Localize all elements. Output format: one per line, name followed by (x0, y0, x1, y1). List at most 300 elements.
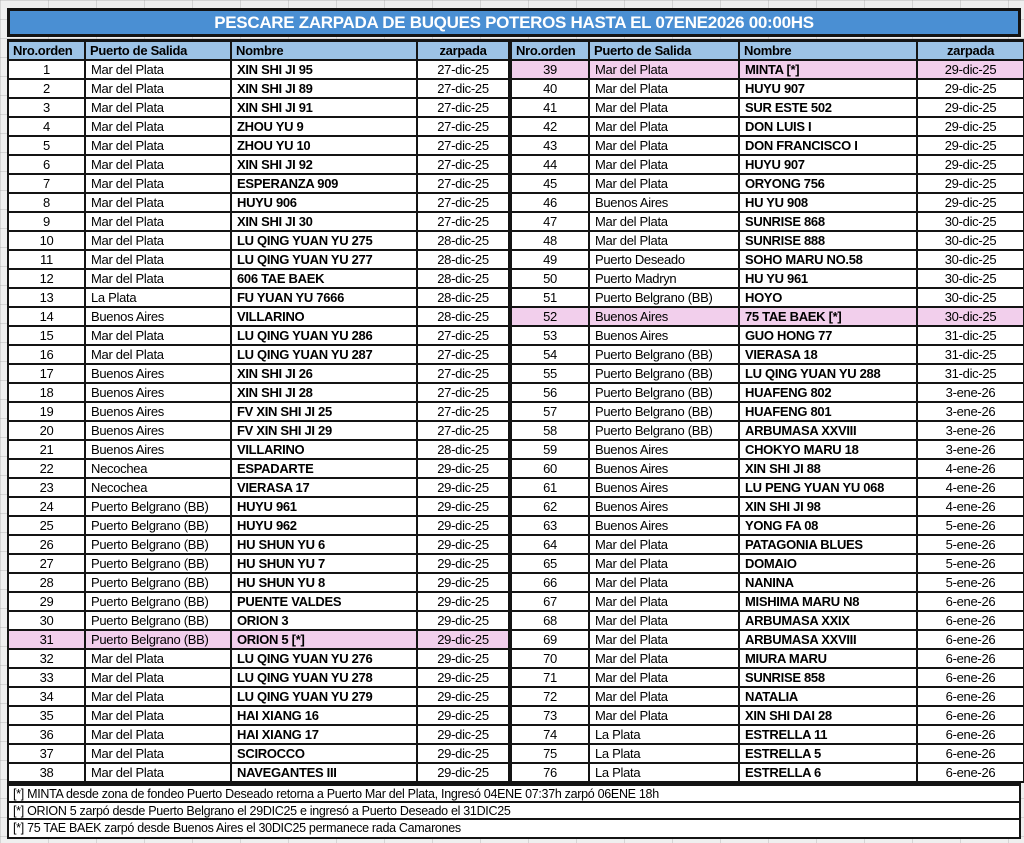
cell-nombre[interactable]: ORION 5 [*] (231, 630, 417, 649)
cell-zarpada[interactable]: 5-ene-26 (917, 554, 1024, 573)
cell-nro-orden[interactable]: 44 (511, 155, 589, 174)
cell-puerto-de-salida[interactable]: Buenos Aires (85, 364, 231, 383)
cell-nombre[interactable]: ZHOU YU 10 (231, 136, 417, 155)
cell-nombre[interactable]: XIN SHI JI 30 (231, 212, 417, 231)
cell-nombre[interactable]: YONG FA 08 (739, 516, 917, 535)
cell-zarpada[interactable]: 27-dic-25 (417, 193, 509, 212)
cell-nombre[interactable]: DON FRANCISCO I (739, 136, 917, 155)
cell-nombre[interactable]: LU QING YUAN YU 287 (231, 345, 417, 364)
cell-puerto-de-salida[interactable]: Puerto Belgrano (BB) (589, 421, 739, 440)
cell-nombre[interactable]: VIERASA 17 (231, 478, 417, 497)
cell-zarpada[interactable]: 3-ene-26 (917, 402, 1024, 421)
cell-puerto-de-salida[interactable]: Buenos Aires (85, 307, 231, 326)
cell-nombre[interactable]: HU YU 908 (739, 193, 917, 212)
cell-nombre[interactable]: HOYO (739, 288, 917, 307)
cell-zarpada[interactable]: 29-dic-25 (417, 744, 509, 763)
cell-nombre[interactable]: MISHIMA MARU N8 (739, 592, 917, 611)
cell-nro-orden[interactable]: 60 (511, 459, 589, 478)
cell-nombre[interactable]: XIN SHI JI 95 (231, 60, 417, 79)
cell-nro-orden[interactable]: 63 (511, 516, 589, 535)
cell-nombre[interactable]: FU YUAN YU 7666 (231, 288, 417, 307)
cell-puerto-de-salida[interactable]: Mar del Plata (85, 725, 231, 744)
cell-nro-orden[interactable]: 48 (511, 231, 589, 250)
cell-zarpada[interactable]: 27-dic-25 (417, 364, 509, 383)
cell-nombre[interactable]: ARBUMASA XXIX (739, 611, 917, 630)
cell-zarpada[interactable]: 29-dic-25 (417, 592, 509, 611)
cell-nro-orden[interactable]: 31 (8, 630, 85, 649)
cell-nro-orden[interactable]: 74 (511, 725, 589, 744)
cell-nro-orden[interactable]: 57 (511, 402, 589, 421)
cell-nro-orden[interactable]: 11 (8, 250, 85, 269)
cell-nro-orden[interactable]: 64 (511, 535, 589, 554)
cell-puerto-de-salida[interactable]: Buenos Aires (85, 421, 231, 440)
cell-nro-orden[interactable]: 75 (511, 744, 589, 763)
cell-nro-orden[interactable]: 8 (8, 193, 85, 212)
cell-nro-orden[interactable]: 73 (511, 706, 589, 725)
cell-puerto-de-salida[interactable]: Mar del Plata (589, 117, 739, 136)
column-header-zarpada[interactable]: zarpada (917, 41, 1024, 60)
cell-puerto-de-salida[interactable]: Mar del Plata (85, 155, 231, 174)
cell-puerto-de-salida[interactable]: Puerto Belgrano (BB) (85, 535, 231, 554)
cell-zarpada[interactable]: 29-dic-25 (917, 136, 1024, 155)
cell-puerto-de-salida[interactable]: Mar del Plata (589, 155, 739, 174)
cell-puerto-de-salida[interactable]: Mar del Plata (589, 174, 739, 193)
cell-puerto-de-salida[interactable]: Puerto Belgrano (BB) (85, 516, 231, 535)
cell-puerto-de-salida[interactable]: Mar del Plata (85, 326, 231, 345)
cell-nombre[interactable]: XIN SHI JI 92 (231, 155, 417, 174)
cell-puerto-de-salida[interactable]: Buenos Aires (85, 440, 231, 459)
cell-zarpada[interactable]: 27-dic-25 (417, 212, 509, 231)
cell-puerto-de-salida[interactable]: La Plata (589, 744, 739, 763)
cell-puerto-de-salida[interactable]: Puerto Belgrano (BB) (589, 288, 739, 307)
cell-nombre[interactable]: HAI XIANG 16 (231, 706, 417, 725)
footnote-orion-5[interactable]: [*] ORION 5 zarpó desde Puerto Belgrano el 29DIC25 e ingresó a Puerto Deseado el 31DIC25 (9, 803, 1019, 820)
cell-puerto-de-salida[interactable]: Buenos Aires (589, 193, 739, 212)
cell-zarpada[interactable]: 27-dic-25 (417, 98, 509, 117)
cell-nro-orden[interactable]: 14 (8, 307, 85, 326)
cell-nombre[interactable]: CHOKYO MARU 18 (739, 440, 917, 459)
cell-nombre[interactable]: LU QING YUAN YU 288 (739, 364, 917, 383)
cell-zarpada[interactable]: 29-dic-25 (917, 193, 1024, 212)
cell-nro-orden[interactable]: 42 (511, 117, 589, 136)
cell-nombre[interactable]: SUNRISE 868 (739, 212, 917, 231)
cell-zarpada[interactable]: 29-dic-25 (417, 725, 509, 744)
cell-zarpada[interactable]: 6-ene-26 (917, 687, 1024, 706)
cell-nro-orden[interactable]: 23 (8, 478, 85, 497)
cell-nombre[interactable]: LU QING YUAN YU 286 (231, 326, 417, 345)
cell-puerto-de-salida[interactable]: Mar del Plata (589, 60, 739, 79)
cell-puerto-de-salida[interactable]: Puerto Belgrano (BB) (85, 630, 231, 649)
cell-zarpada[interactable]: 31-dic-25 (917, 345, 1024, 364)
cell-nro-orden[interactable]: 67 (511, 592, 589, 611)
cell-zarpada[interactable]: 29-dic-25 (917, 79, 1024, 98)
cell-nombre[interactable]: GUO HONG 77 (739, 326, 917, 345)
cell-nombre[interactable]: ARBUMASA XXVIII (739, 630, 917, 649)
column-header-nombre[interactable]: Nombre (231, 41, 417, 60)
cell-nro-orden[interactable]: 66 (511, 573, 589, 592)
cell-nro-orden[interactable]: 29 (8, 592, 85, 611)
cell-puerto-de-salida[interactable]: Puerto Belgrano (BB) (85, 592, 231, 611)
cell-puerto-de-salida[interactable]: Puerto Belgrano (BB) (85, 611, 231, 630)
cell-nro-orden[interactable]: 41 (511, 98, 589, 117)
cell-nombre[interactable]: ESTRELLA 11 (739, 725, 917, 744)
cell-puerto-de-salida[interactable]: Mar del Plata (85, 174, 231, 193)
cell-puerto-de-salida[interactable]: Mar del Plata (589, 687, 739, 706)
cell-nro-orden[interactable]: 58 (511, 421, 589, 440)
cell-nro-orden[interactable]: 72 (511, 687, 589, 706)
cell-zarpada[interactable]: 29-dic-25 (417, 630, 509, 649)
cell-nombre[interactable]: HAI XIANG 17 (231, 725, 417, 744)
cell-nombre[interactable]: ARBUMASA XXVIII (739, 421, 917, 440)
cell-nro-orden[interactable]: 28 (8, 573, 85, 592)
cell-nombre[interactable]: ESPADARTE (231, 459, 417, 478)
cell-nombre[interactable]: HUAFENG 802 (739, 383, 917, 402)
cell-zarpada[interactable]: 30-dic-25 (917, 288, 1024, 307)
cell-zarpada[interactable]: 28-dic-25 (417, 269, 509, 288)
cell-zarpada[interactable]: 6-ene-26 (917, 611, 1024, 630)
cell-puerto-de-salida[interactable]: Necochea (85, 459, 231, 478)
cell-zarpada[interactable]: 3-ene-26 (917, 383, 1024, 402)
cell-puerto-de-salida[interactable]: La Plata (589, 725, 739, 744)
cell-puerto-de-salida[interactable]: Puerto Belgrano (BB) (589, 402, 739, 421)
cell-nro-orden[interactable]: 62 (511, 497, 589, 516)
cell-puerto-de-salida[interactable]: Mar del Plata (85, 763, 231, 782)
cell-nro-orden[interactable]: 59 (511, 440, 589, 459)
cell-nro-orden[interactable]: 76 (511, 763, 589, 782)
cell-zarpada[interactable]: 6-ene-26 (917, 668, 1024, 687)
cell-puerto-de-salida[interactable]: Buenos Aires (589, 307, 739, 326)
cell-zarpada[interactable]: 29-dic-25 (417, 668, 509, 687)
cell-nro-orden[interactable]: 56 (511, 383, 589, 402)
cell-zarpada[interactable]: 6-ene-26 (917, 706, 1024, 725)
cell-nro-orden[interactable]: 27 (8, 554, 85, 573)
cell-nro-orden[interactable]: 9 (8, 212, 85, 231)
cell-zarpada[interactable]: 29-dic-25 (417, 763, 509, 782)
cell-nro-orden[interactable]: 52 (511, 307, 589, 326)
column-header-nro-orden[interactable]: Nro.orden (8, 41, 85, 60)
cell-nro-orden[interactable]: 34 (8, 687, 85, 706)
cell-nro-orden[interactable]: 70 (511, 649, 589, 668)
cell-zarpada[interactable]: 4-ene-26 (917, 478, 1024, 497)
cell-puerto-de-salida[interactable]: Mar del Plata (85, 250, 231, 269)
cell-nro-orden[interactable]: 26 (8, 535, 85, 554)
cell-puerto-de-salida[interactable]: Mar del Plata (589, 630, 739, 649)
cell-puerto-de-salida[interactable]: Mar del Plata (85, 269, 231, 288)
cell-nro-orden[interactable]: 15 (8, 326, 85, 345)
cell-zarpada[interactable]: 27-dic-25 (417, 155, 509, 174)
cell-nro-orden[interactable]: 4 (8, 117, 85, 136)
cell-puerto-de-salida[interactable]: Puerto Belgrano (BB) (85, 573, 231, 592)
column-header-puerto-de-salida[interactable]: Puerto de Salida (589, 41, 739, 60)
cell-nombre[interactable]: ESTRELLA 5 (739, 744, 917, 763)
cell-nombre[interactable]: HUAFENG 801 (739, 402, 917, 421)
cell-nombre[interactable]: SUNRISE 858 (739, 668, 917, 687)
cell-nombre[interactable]: HU SHUN YU 7 (231, 554, 417, 573)
cell-puerto-de-salida[interactable]: Mar del Plata (85, 98, 231, 117)
cell-nombre[interactable]: HUYU 962 (231, 516, 417, 535)
cell-nro-orden[interactable]: 37 (8, 744, 85, 763)
cell-nro-orden[interactable]: 35 (8, 706, 85, 725)
cell-zarpada[interactable]: 27-dic-25 (417, 136, 509, 155)
cell-nombre[interactable]: XIN SHI JI 26 (231, 364, 417, 383)
cell-zarpada[interactable]: 6-ene-26 (917, 649, 1024, 668)
cell-nro-orden[interactable]: 20 (8, 421, 85, 440)
cell-nombre[interactable]: VILLARINO (231, 440, 417, 459)
cell-nombre[interactable]: SOHO MARU NO.58 (739, 250, 917, 269)
cell-zarpada[interactable]: 27-dic-25 (417, 326, 509, 345)
cell-nro-orden[interactable]: 50 (511, 269, 589, 288)
cell-puerto-de-salida[interactable]: Puerto Belgrano (BB) (85, 554, 231, 573)
cell-puerto-de-salida[interactable]: Mar del Plata (85, 79, 231, 98)
cell-zarpada[interactable]: 27-dic-25 (417, 383, 509, 402)
cell-nro-orden[interactable]: 7 (8, 174, 85, 193)
cell-nombre[interactable]: HU SHUN YU 8 (231, 573, 417, 592)
cell-nombre[interactable]: VILLARINO (231, 307, 417, 326)
cell-nro-orden[interactable]: 12 (8, 269, 85, 288)
cell-nombre[interactable]: XIN SHI DAI 28 (739, 706, 917, 725)
cell-zarpada[interactable]: 27-dic-25 (417, 60, 509, 79)
cell-puerto-de-salida[interactable]: Puerto Belgrano (BB) (589, 383, 739, 402)
cell-zarpada[interactable]: 6-ene-26 (917, 725, 1024, 744)
cell-nro-orden[interactable]: 49 (511, 250, 589, 269)
cell-nombre[interactable]: MINTA [*] (739, 60, 917, 79)
cell-puerto-de-salida[interactable]: Mar del Plata (589, 98, 739, 117)
cell-zarpada[interactable]: 3-ene-26 (917, 421, 1024, 440)
cell-puerto-de-salida[interactable]: Mar del Plata (589, 649, 739, 668)
footnote-minta[interactable]: [*] MINTA desde zona de fondeo Puerto Deseado retorna a Puerto Mar del Plata, Ingresó 04ENE 07:37h zarpó 06ENE 18h (9, 786, 1019, 803)
cell-puerto-de-salida[interactable]: La Plata (85, 288, 231, 307)
column-header-zarpada[interactable]: zarpada (417, 41, 509, 60)
cell-nro-orden[interactable]: 18 (8, 383, 85, 402)
column-header-nombre[interactable]: Nombre (739, 41, 917, 60)
column-header-puerto-de-salida[interactable]: Puerto de Salida (85, 41, 231, 60)
cell-nro-orden[interactable]: 21 (8, 440, 85, 459)
cell-zarpada[interactable]: 27-dic-25 (417, 402, 509, 421)
cell-nombre[interactable]: LU QING YUAN YU 279 (231, 687, 417, 706)
cell-nro-orden[interactable]: 32 (8, 649, 85, 668)
cell-nro-orden[interactable]: 24 (8, 497, 85, 516)
cell-puerto-de-salida[interactable]: Mar del Plata (589, 79, 739, 98)
column-header-nro-orden[interactable]: Nro.orden (511, 41, 589, 60)
cell-puerto-de-salida[interactable]: Mar del Plata (85, 136, 231, 155)
cell-zarpada[interactable]: 28-dic-25 (417, 288, 509, 307)
cell-puerto-de-salida[interactable]: Buenos Aires (589, 516, 739, 535)
cell-zarpada[interactable]: 6-ene-26 (917, 744, 1024, 763)
cell-zarpada[interactable]: 29-dic-25 (417, 706, 509, 725)
cell-nombre[interactable]: XIN SHI JI 28 (231, 383, 417, 402)
cell-nombre[interactable]: SUR ESTE 502 (739, 98, 917, 117)
cell-puerto-de-salida[interactable]: Mar del Plata (85, 117, 231, 136)
cell-nro-orden[interactable]: 65 (511, 554, 589, 573)
cell-nro-orden[interactable]: 46 (511, 193, 589, 212)
cell-zarpada[interactable]: 4-ene-26 (917, 459, 1024, 478)
cell-puerto-de-salida[interactable]: Mar del Plata (85, 744, 231, 763)
cell-nombre[interactable]: LU QING YUAN YU 278 (231, 668, 417, 687)
cell-zarpada[interactable]: 28-dic-25 (417, 307, 509, 326)
cell-puerto-de-salida[interactable]: Mar del Plata (589, 554, 739, 573)
cell-nombre[interactable]: ESTRELLA 6 (739, 763, 917, 782)
cell-nro-orden[interactable]: 33 (8, 668, 85, 687)
cell-nombre[interactable]: SCIROCCO (231, 744, 417, 763)
cell-zarpada[interactable]: 30-dic-25 (917, 231, 1024, 250)
cell-nombre[interactable]: PUENTE VALDES (231, 592, 417, 611)
cell-nro-orden[interactable]: 30 (8, 611, 85, 630)
cell-nombre[interactable]: HUYU 961 (231, 497, 417, 516)
cell-nro-orden[interactable]: 19 (8, 402, 85, 421)
cell-zarpada[interactable]: 29-dic-25 (917, 98, 1024, 117)
cell-nro-orden[interactable]: 5 (8, 136, 85, 155)
cell-nombre[interactable]: ORYONG 756 (739, 174, 917, 193)
cell-nro-orden[interactable]: 71 (511, 668, 589, 687)
cell-zarpada[interactable]: 31-dic-25 (917, 364, 1024, 383)
cell-nombre[interactable]: XIN SHI JI 89 (231, 79, 417, 98)
cell-puerto-de-salida[interactable]: Buenos Aires (589, 497, 739, 516)
cell-nro-orden[interactable]: 43 (511, 136, 589, 155)
cell-nombre[interactable]: XIN SHI JI 88 (739, 459, 917, 478)
cell-nro-orden[interactable]: 1 (8, 60, 85, 79)
cell-nro-orden[interactable]: 53 (511, 326, 589, 345)
cell-puerto-de-salida[interactable]: Mar del Plata (85, 649, 231, 668)
cell-zarpada[interactable]: 27-dic-25 (417, 421, 509, 440)
cell-puerto-de-salida[interactable]: Mar del Plata (85, 212, 231, 231)
cell-zarpada[interactable]: 4-ene-26 (917, 497, 1024, 516)
cell-nombre[interactable]: NANINA (739, 573, 917, 592)
cell-nombre[interactable]: LU QING YUAN YU 276 (231, 649, 417, 668)
cell-puerto-de-salida[interactable]: Mar del Plata (85, 231, 231, 250)
cell-puerto-de-salida[interactable]: Buenos Aires (589, 440, 739, 459)
cell-nro-orden[interactable]: 17 (8, 364, 85, 383)
cell-nro-orden[interactable]: 68 (511, 611, 589, 630)
cell-zarpada[interactable]: 3-ene-26 (917, 440, 1024, 459)
cell-nro-orden[interactable]: 36 (8, 725, 85, 744)
cell-nro-orden[interactable]: 13 (8, 288, 85, 307)
cell-nro-orden[interactable]: 45 (511, 174, 589, 193)
cell-nombre[interactable]: FV XIN SHI JI 29 (231, 421, 417, 440)
footnote-75-tae-baek[interactable]: [*] 75 TAE BAEK zarpó desde Buenos Aires el 30DIC25 permanece rada Camarones (13, 820, 461, 835)
cell-nro-orden[interactable]: 54 (511, 345, 589, 364)
cell-nro-orden[interactable]: 6 (8, 155, 85, 174)
cell-zarpada[interactable]: 29-dic-25 (417, 649, 509, 668)
cell-nro-orden[interactable]: 3 (8, 98, 85, 117)
cell-puerto-de-salida[interactable]: Mar del Plata (589, 592, 739, 611)
cell-zarpada[interactable]: 28-dic-25 (417, 440, 509, 459)
cell-puerto-de-salida[interactable]: Mar del Plata (589, 535, 739, 554)
cell-puerto-de-salida[interactable]: Mar del Plata (85, 193, 231, 212)
cell-zarpada[interactable]: 29-dic-25 (417, 535, 509, 554)
cell-puerto-de-salida[interactable]: Mar del Plata (589, 136, 739, 155)
cell-nombre[interactable]: 75 TAE BAEK [*] (739, 307, 917, 326)
cell-nombre[interactable]: 606 TAE BAEK (231, 269, 417, 288)
cell-nombre[interactable]: ZHOU YU 9 (231, 117, 417, 136)
cell-zarpada[interactable]: 6-ene-26 (917, 592, 1024, 611)
cell-nombre[interactable]: LU QING YUAN YU 275 (231, 231, 417, 250)
cell-zarpada[interactable]: 5-ene-26 (917, 573, 1024, 592)
cell-zarpada[interactable]: 30-dic-25 (917, 269, 1024, 288)
page-title[interactable]: PESCARE ZARPADA DE BUQUES POTEROS HASTA EL 07ENE2026 00:00HS (7, 8, 1021, 37)
cell-zarpada[interactable]: 27-dic-25 (417, 79, 509, 98)
cell-nombre[interactable]: HU YU 961 (739, 269, 917, 288)
cell-nro-orden[interactable]: 38 (8, 763, 85, 782)
cell-nro-orden[interactable]: 2 (8, 79, 85, 98)
cell-nombre[interactable]: VIERASA 18 (739, 345, 917, 364)
cell-nro-orden[interactable]: 22 (8, 459, 85, 478)
cell-zarpada[interactable]: 27-dic-25 (417, 345, 509, 364)
cell-puerto-de-salida[interactable]: Buenos Aires (589, 326, 739, 345)
cell-puerto-de-salida[interactable]: La Plata (589, 763, 739, 782)
cell-nombre[interactable]: PATAGONIA BLUES (739, 535, 917, 554)
cell-puerto-de-salida[interactable]: Mar del Plata (589, 706, 739, 725)
cell-zarpada[interactable]: 29-dic-25 (917, 174, 1024, 193)
cell-zarpada[interactable]: 31-dic-25 (917, 326, 1024, 345)
cell-zarpada[interactable]: 29-dic-25 (417, 497, 509, 516)
cell-puerto-de-salida[interactable]: Puerto Deseado (589, 250, 739, 269)
cell-nombre[interactable]: FV XIN SHI JI 25 (231, 402, 417, 421)
cell-zarpada[interactable]: 6-ene-26 (917, 763, 1024, 782)
cell-puerto-de-salida[interactable]: Mar del Plata (85, 687, 231, 706)
cell-puerto-de-salida[interactable]: Puerto Belgrano (BB) (589, 364, 739, 383)
cell-nombre[interactable]: NATALIA (739, 687, 917, 706)
cell-zarpada[interactable]: 29-dic-25 (417, 554, 509, 573)
cell-zarpada[interactable]: 29-dic-25 (417, 687, 509, 706)
cell-nro-orden[interactable]: 16 (8, 345, 85, 364)
cell-nombre[interactable]: MIURA MARU (739, 649, 917, 668)
cell-nro-orden[interactable]: 61 (511, 478, 589, 497)
cell-zarpada[interactable]: 30-dic-25 (917, 212, 1024, 231)
cell-nombre[interactable]: ESPERANZA 909 (231, 174, 417, 193)
cell-zarpada[interactable]: 29-dic-25 (917, 117, 1024, 136)
cell-zarpada[interactable]: 30-dic-25 (917, 307, 1024, 326)
cell-nombre[interactable]: SUNRISE 888 (739, 231, 917, 250)
cell-puerto-de-salida[interactable]: Mar del Plata (85, 345, 231, 364)
cell-nombre[interactable]: NAVEGANTES III (231, 763, 417, 782)
cell-puerto-de-salida[interactable]: Puerto Belgrano (BB) (589, 345, 739, 364)
cell-puerto-de-salida[interactable]: Mar del Plata (589, 668, 739, 687)
cell-nro-orden[interactable]: 10 (8, 231, 85, 250)
cell-zarpada[interactable]: 5-ene-26 (917, 535, 1024, 554)
cell-nro-orden[interactable]: 55 (511, 364, 589, 383)
cell-nro-orden[interactable]: 51 (511, 288, 589, 307)
cell-nombre[interactable]: LU PENG YUAN YU 068 (739, 478, 917, 497)
cell-nro-orden[interactable]: 69 (511, 630, 589, 649)
cell-nombre[interactable]: XIN SHI JI 91 (231, 98, 417, 117)
cell-puerto-de-salida[interactable]: Mar del Plata (85, 706, 231, 725)
cell-zarpada[interactable]: 28-dic-25 (417, 231, 509, 250)
cell-puerto-de-salida[interactable]: Mar del Plata (589, 212, 739, 231)
cell-puerto-de-salida[interactable]: Mar del Plata (589, 611, 739, 630)
cell-zarpada[interactable]: 28-dic-25 (417, 250, 509, 269)
cell-puerto-de-salida[interactable]: Puerto Madryn (589, 269, 739, 288)
cell-puerto-de-salida[interactable]: Mar del Plata (85, 668, 231, 687)
cell-nombre[interactable]: DON LUIS I (739, 117, 917, 136)
cell-puerto-de-salida[interactable]: Necochea (85, 478, 231, 497)
cell-puerto-de-salida[interactable]: Mar del Plata (589, 231, 739, 250)
cell-nombre[interactable]: HU SHUN YU 6 (231, 535, 417, 554)
cell-nombre[interactable]: HUYU 907 (739, 79, 917, 98)
cell-zarpada[interactable]: 6-ene-26 (917, 630, 1024, 649)
cell-zarpada[interactable]: 29-dic-25 (417, 516, 509, 535)
cell-puerto-de-salida[interactable]: Puerto Belgrano (BB) (85, 497, 231, 516)
cell-puerto-de-salida[interactable]: Mar del Plata (589, 573, 739, 592)
cell-zarpada[interactable]: 5-ene-26 (917, 516, 1024, 535)
cell-nombre[interactable]: XIN SHI JI 98 (739, 497, 917, 516)
cell-zarpada[interactable]: 29-dic-25 (417, 573, 509, 592)
cell-puerto-de-salida[interactable]: Buenos Aires (589, 478, 739, 497)
cell-nombre[interactable]: HUYU 906 (231, 193, 417, 212)
cell-zarpada[interactable]: 30-dic-25 (917, 250, 1024, 269)
cell-nombre[interactable]: DOMAIO (739, 554, 917, 573)
cell-puerto-de-salida[interactable]: Buenos Aires (85, 383, 231, 402)
cell-zarpada[interactable]: 29-dic-25 (417, 478, 509, 497)
